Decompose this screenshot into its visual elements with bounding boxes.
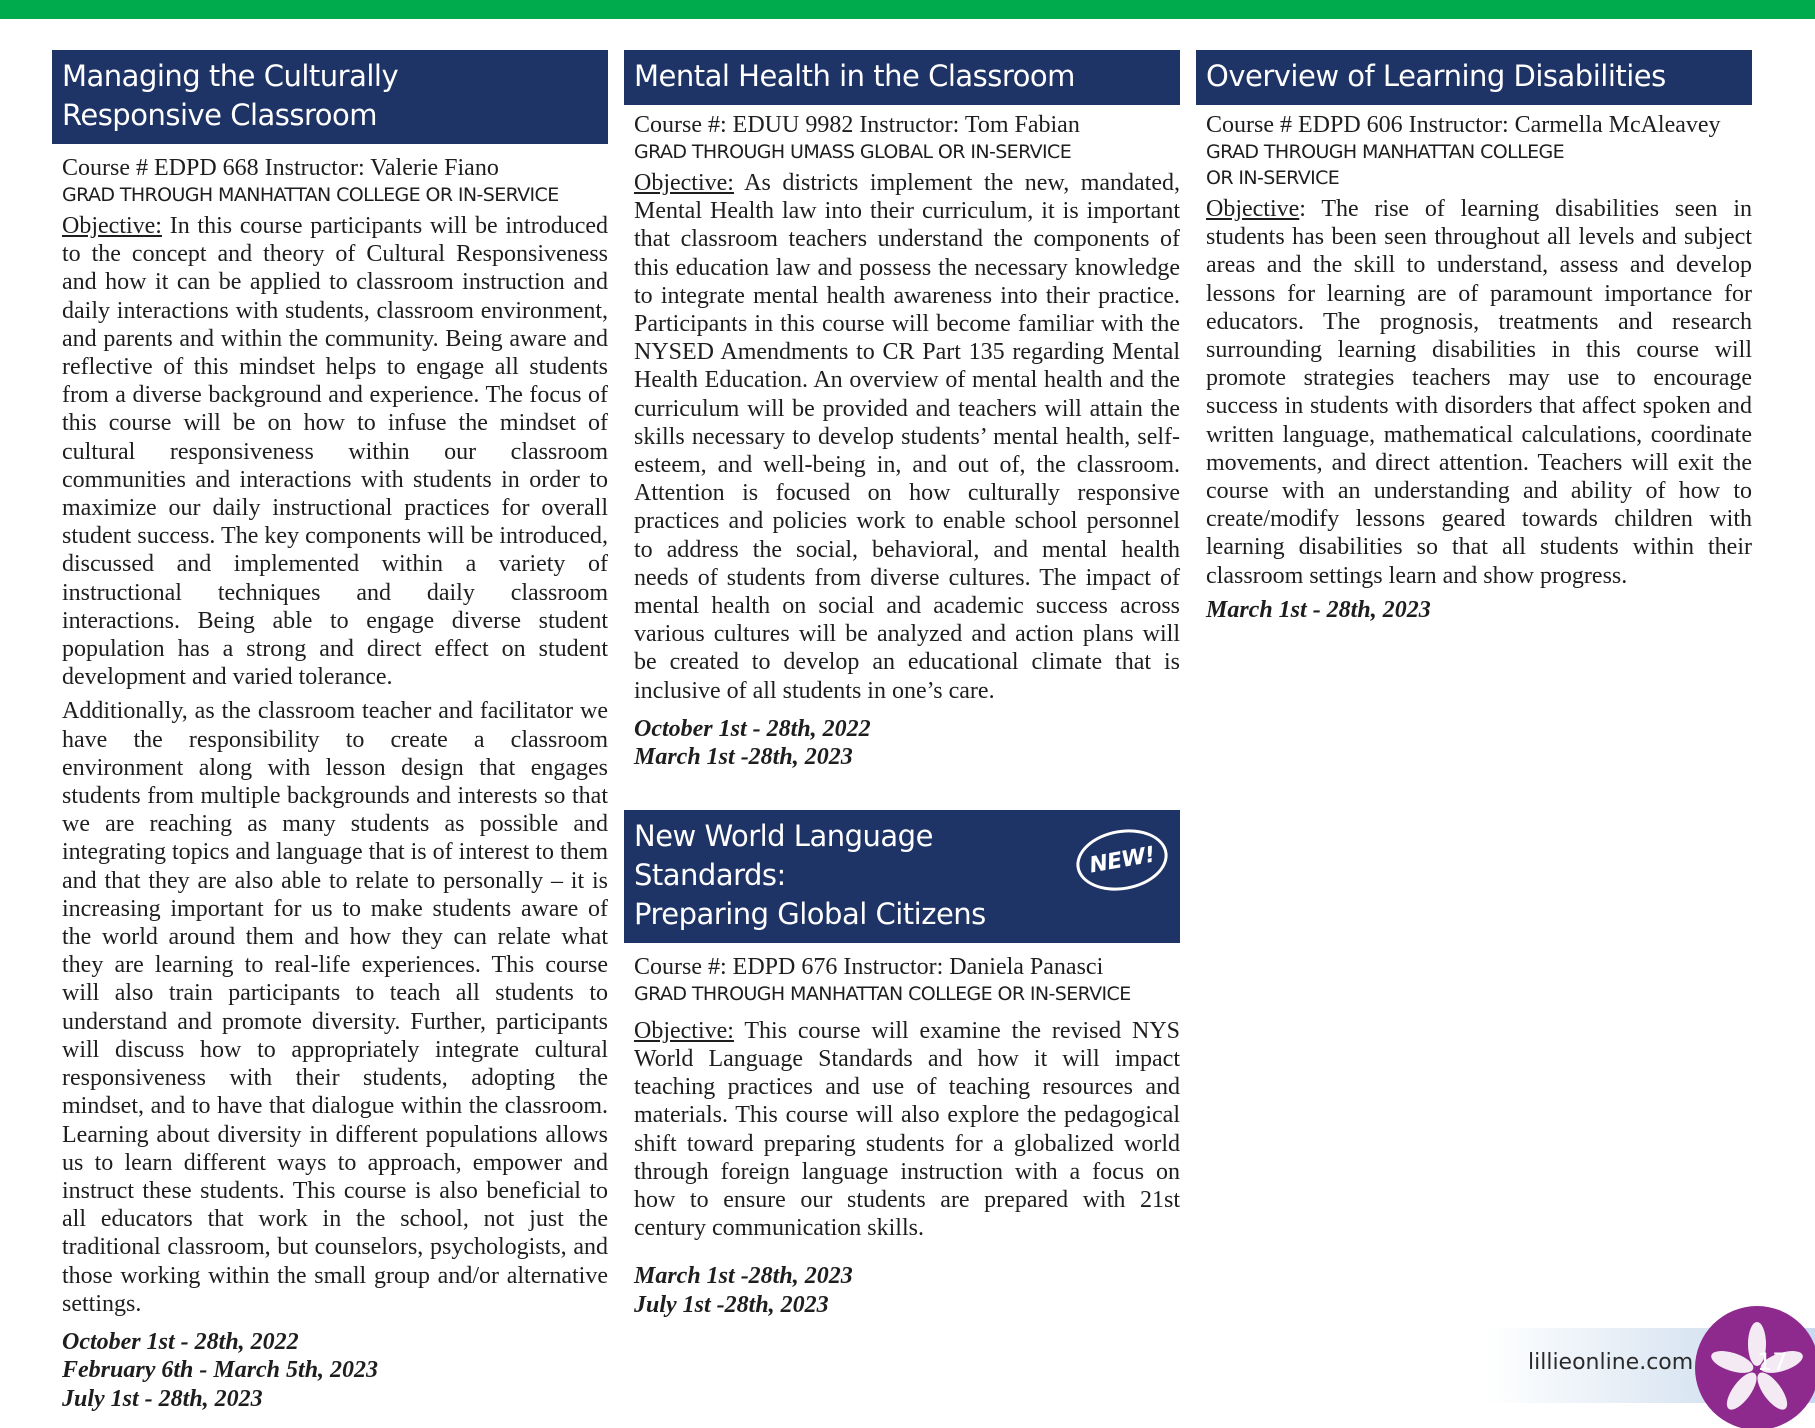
course-credit-line: GRAD THROUGH MANHATTAN COLLEGE: [1206, 141, 1565, 163]
course-meta: Course #: EDPD 676 Instructor: Daniela Panasci: [634, 953, 1104, 980]
objective-text: In this course participants will be introduced to the concept and theory of Cultural Responsiveness and how it can be applied to classroom instruction and daily interactions with students, classroom environment, and parents and within the community. Being aware and reflective of this mindset helps to engage all students from a diverse background and experience. The focus of this course will be on how to infuse the mindset of cultural responsiveness within our classroom communities and interactions with students in order to maximize our daily instructional practices for overall student success. The key components will be introduced, discussed and implemented within a variety of instructional techniques and daily classroom interactions. Being able to engage diverse student population has a strong and direct effect on student development and varied tolerance.: [62, 213, 608, 691]
course-dates: [624, 715, 1180, 772]
footer-website-link[interactable]: lillieonline.com: [1528, 1350, 1694, 1375]
course-credit-line: GRAD THROUGH MANHATTAN COLLEGE OR IN-SERVICE: [634, 982, 1131, 1005]
objective-label: Objective:: [634, 1017, 734, 1044]
course-description: [1196, 195, 1752, 590]
course-credit-line: OR IN-SERVICE: [1206, 167, 1340, 189]
column-left: [52, 50, 608, 1413]
course-description: [52, 212, 608, 1318]
course-meta: Course # EDPD 606 Instructor: Carmella McAleavey: [1206, 112, 1721, 138]
objective-text: : The rise of learning disabilities seen in students has been seen throughout all levels and subject areas and the skill to understand, assess and develop lessons for learning are of paramount importance for educators. The prognosis, treatments and research surrounding learning disabilities in this course will promote strategies teachers may use to encourage success in students with disorders that affect spoken and written language, mathematical calculations, coordinate movements, and direct attention. Teachers will exit the course with an understanding and ability of how to create/modify lessons geared towards children with learning disabilities so that all students within their classroom settings learn and show progress.: [1206, 196, 1752, 589]
course-meta: Course # EDPD 668 Instructor: Valerie Fiano: [62, 155, 499, 181]
course-dates: [52, 1328, 608, 1414]
page-number: 17: [1757, 1348, 1788, 1376]
course-credit-line: GRAD THROUGH UMASS GLOBAL OR IN-SERVICE: [634, 141, 1072, 163]
course-dates: [624, 1262, 1180, 1319]
column-right: [1196, 50, 1752, 624]
objective-text: As districts implement the new, mandated, Mental Health law into their curriculum, it is important that classroom teachers understand the components of this education law and possess the necessary knowledge to integrate mental health awareness into their practice. Participants in this course will become familiar with the NYSED Amendments to CR Part 135 regarding Mental Health Education. An overview of mental health and the curriculum will be provided and teachers will attain the skills necessary to develop students’ mental health, self-esteem, and well-being in, and out of, the classroom. Attention is focused on how culturally responsive practices and policies work to enable school personnel to address the social, behavioral, and mental health needs of students from diverse cultures. The impact of mental health on social and academic success across various cultures will be analyzed and action plans will be created to develop an educational climate that is inclusive of all students in one’s care.: [634, 170, 1180, 704]
lily-flower-icon: [1682, 1298, 1815, 1428]
date-line: March 1st -28th, 2023: [634, 1263, 853, 1290]
course-credit-line: GRAD THROUGH MANHATTAN COLLEGE OR IN-SERVICE: [62, 184, 559, 206]
course-meta: Course #: EDUU 9982 Instructor: Tom Fabian: [634, 112, 1080, 138]
course-title-culturally-responsive: Managing the Culturally Responsive Classroom: [52, 50, 608, 144]
objective-label: Objective: [1206, 196, 1300, 222]
course-dates: [1196, 596, 1752, 625]
description-paragraph-2: Additionally, as the classroom teacher and facilitator we have the responsibility to create a classroom environment along with lesson design that engages students from multiple backgrounds and interests so that we are reaching as many students as possible and integrating topics and language that is of interest to them and that they are also able to relate to personally – it is increasing important for us to make students aware of the world around them and how they can relate what they are learning to real-life experiences. This course will also train participants to teach all students to understand and promote diversity. Further, participants will discuss how to appropriately integrate cultural responsiveness with their students, adopting the mindset, and to have that dialogue within the classroom. Learning about diversity in different populations allows us to learn different ways to approach, empower and instruct these students. This course is also beneficial to all educators that work in the school, not just the traditional classroom, but counselors, psychologists, and those working within the small group and/or alternative settings.: [62, 698, 608, 1317]
new-badge: NEW!: [1071, 822, 1172, 897]
date-line: March 1st - 28th, 2023: [1206, 596, 1431, 623]
objective-label: Objective:: [62, 213, 162, 239]
date-line: October 1st - 28th, 2022: [62, 1328, 299, 1355]
date-line: October 1st - 28th, 2022: [634, 715, 871, 742]
course-title-mental-health: Mental Health in the Classroom: [624, 50, 1180, 105]
column-middle: [624, 50, 1180, 1319]
course-description: [624, 1017, 1180, 1243]
date-line: February 6th - March 5th, 2023: [62, 1357, 379, 1384]
date-line: July 1st -28th, 2023: [634, 1291, 829, 1318]
top-color-bar: [0, 0, 1815, 19]
objective-label: Objective:: [634, 170, 734, 196]
course-title-learning-disabilities: Overview of Learning Disabilities: [1196, 50, 1752, 105]
course-description: [624, 169, 1180, 705]
date-line: March 1st -28th, 2023: [634, 744, 853, 771]
objective-text: This course will examine the revised NYS World Language Standards and how it will impact teaching practices and use of teaching resources and materials. This course will also explore the pedagogical shift toward preparing students for a globalized world through foreign language instruction with a focus on how to ensure our students are prepared with 21st century communication skills.: [634, 1017, 1180, 1242]
course-title-world-language: New World Language Standards: Preparing Global Citizens NEW!: [624, 810, 1180, 943]
date-line: July 1st - 28th, 2023: [62, 1385, 263, 1412]
